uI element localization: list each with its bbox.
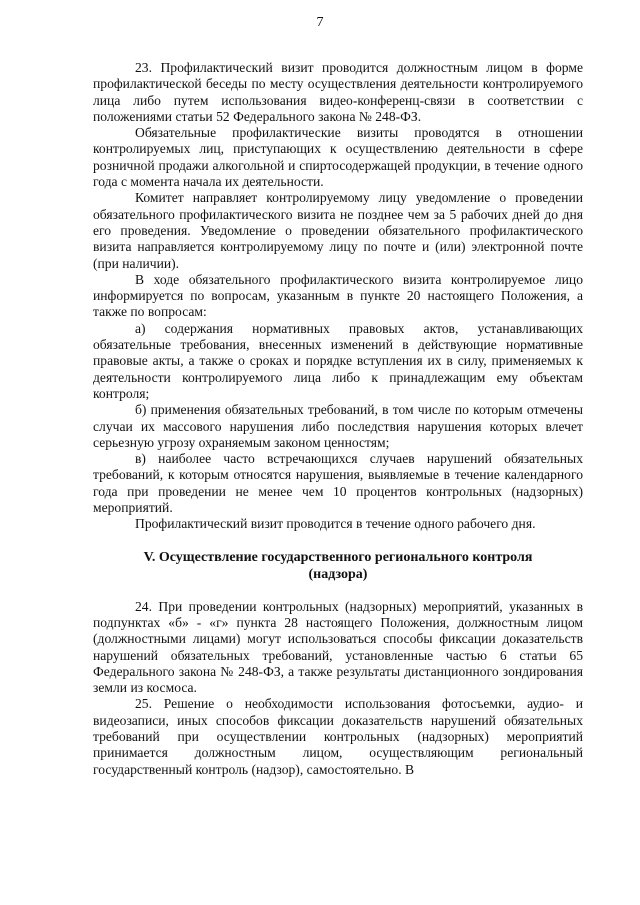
paragraph-mandatory-visits: Обязательные профилактические визиты проводятся в отношении контролируемых лиц, приступающих к осуществлению деятельности в сфере розничной продажи алкогольной и спиртосодержащей продукции, в течение одного года с момента начала их деятельности. bbox=[93, 125, 583, 190]
paragraph-committee-notice: Комитет направляет контролируемому лицу уведомление о проведении обязательного профилактического визита не позднее чем за 5 рабочих дней до дня его проведения. Уведомление о проведении обязательного профилактического визита направляется контролируемому лицу по почте и (или) электронной почте (при наличии). bbox=[93, 190, 583, 271]
paragraph-23: 23. Профилактический визит проводится должностным лицом в форме профилактической беседы по месту осуществления деятельности контролируемого лица либо путем использования видео-конференц-связи в соответствии с положениями статьи 52 Федерального закона № 248-ФЗ. bbox=[93, 60, 583, 124]
section-heading-line-1: V. Осуществление государственного регионального контроля bbox=[143, 549, 533, 565]
list-item-v: в) наиболее часто встречающихся случаев нарушений обязательных требований, к которым относятся нарушения, выявляемые в течение календарного года при проведении не менее чем 10 процентов контрольных (надзорных) мероприятий. bbox=[93, 451, 583, 516]
paragraph-visit-topics: В ходе обязательного профилактического визита контролируемое лицо информируется по вопросам, указанным в пункте 20 настоящего Положения, а также по вопросам: bbox=[93, 271, 583, 320]
list-item-b: б) применения обязательных требований, в том числе по которым отмечены случаи их массового нарушения либо последствия нарушения которых влечет серьезную угрозу охраняемым законом ценностям; bbox=[93, 402, 583, 450]
section-heading bbox=[93, 549, 583, 583]
paragraph-visit-duration: Профилактический визит проводится в течение одного рабочего дня. bbox=[135, 516, 536, 532]
section-heading-line-2: (надзора) bbox=[308, 566, 368, 582]
page-number: 7 bbox=[316, 15, 324, 30]
paragraph-24: 24. При проведении контрольных (надзорных) мероприятий, указанных в подпунктах «б» - «г» пункта 28 настоящего Положения, должностным лицом (должностными лицами) могут использоваться способы фиксации доказательств нарушений обязательных требований, установленные частью 6 статьи 65 Федерального закона № 248-ФЗ, а также результаты дистанционного зондирования земли из космоса. bbox=[93, 598, 583, 696]
document-body bbox=[93, 60, 583, 778]
list-item-a: а) содержания нормативных правовых актов, устанавливающих обязательные требования, внесенных изменений в действующие нормативные правовые акты, а также о сроках и порядке вступления их в силу, применяемых к деятельности контролируемого лица либо к принадлежащим ему объектам контроля; bbox=[93, 320, 583, 401]
paragraph-25: 25. Решение о необходимости использования фотосъемки, аудио- и видеозаписи, иных способов фиксации доказательств нарушений обязательных требований при осуществлении контрольных (надзорных) мероприятий принимается должностным лицом, осуществляющим региональный государственный контроль (надзор), самостоятельно. В bbox=[93, 696, 583, 777]
